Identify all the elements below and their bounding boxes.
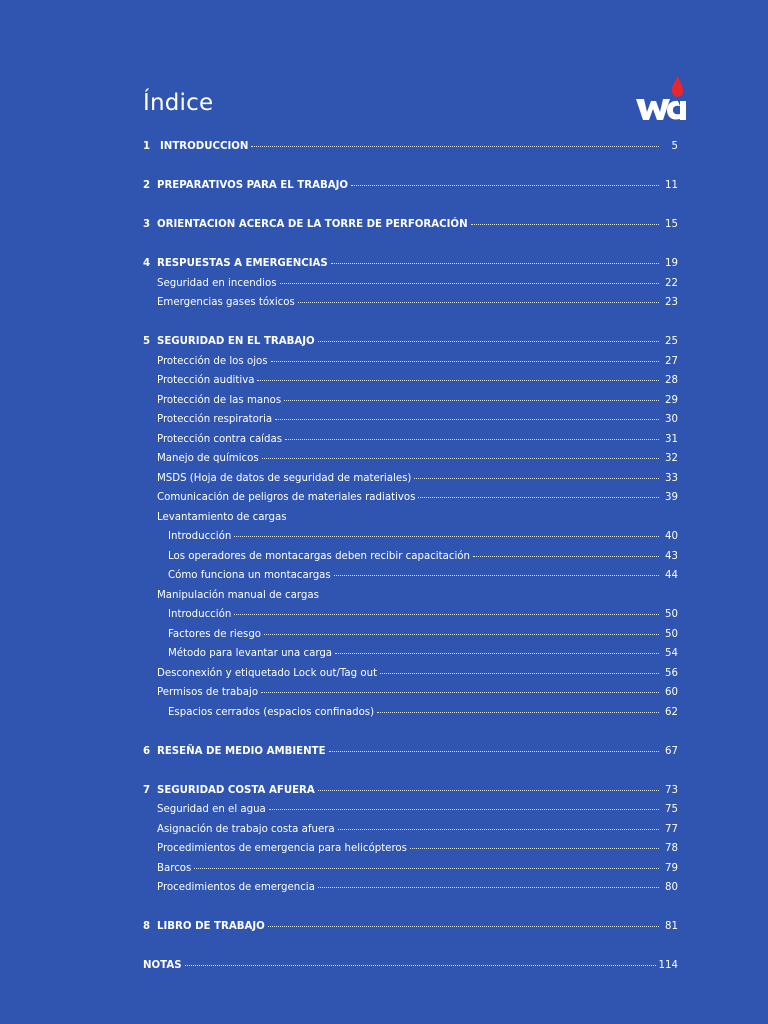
toc-page-number: 75 bbox=[665, 804, 678, 815]
toc-dot-leader bbox=[264, 634, 659, 635]
toc-page-number: 5 bbox=[671, 141, 678, 152]
toc-dot-leader bbox=[251, 146, 659, 147]
toc-dot-leader bbox=[234, 536, 659, 537]
toc-dot-leader bbox=[318, 790, 659, 791]
toc-chapter-number: 5 bbox=[143, 336, 151, 347]
toc-entry-label: Espacios cerrados (espacios confinados) bbox=[168, 706, 375, 718]
toc-page-number: 22 bbox=[665, 277, 678, 289]
toc-entry-row[interactable] bbox=[143, 687, 678, 707]
toc-page-number: 27 bbox=[665, 355, 678, 367]
flame-logo-icon bbox=[672, 76, 683, 97]
toc-dot-leader bbox=[380, 673, 659, 674]
toc-page-number: 62 bbox=[665, 706, 678, 718]
toc-dot-leader bbox=[318, 887, 659, 888]
toc-entry-label: RESEÑA DE MEDIO AMBIENTE bbox=[157, 745, 326, 757]
toc-entry-row[interactable] bbox=[143, 434, 678, 454]
toc-entry-row[interactable] bbox=[143, 590, 678, 610]
toc-entry-label: Método para levantar una carga bbox=[168, 648, 333, 659]
toc-chapter-row[interactable] bbox=[143, 785, 678, 805]
toc-entry-row[interactable] bbox=[143, 512, 678, 532]
toc-dot-leader bbox=[257, 380, 659, 381]
toc-entry-label: Protección auditiva bbox=[157, 375, 255, 386]
toc-entry-row[interactable] bbox=[143, 531, 678, 551]
toc-page-number: 29 bbox=[665, 394, 678, 406]
toc-entry-label: Protección respiratoria bbox=[157, 414, 273, 425]
toc-dot-leader bbox=[284, 400, 659, 401]
toc-dot-leader bbox=[262, 458, 659, 459]
toc-entry-label: Levantamiento de cargas bbox=[157, 511, 287, 523]
toc-entry-label: Seguridad en incendios bbox=[157, 277, 277, 289]
toc-entry-row[interactable] bbox=[143, 278, 678, 298]
toc-page-number: 43 bbox=[665, 550, 678, 562]
toc-entry-row[interactable] bbox=[143, 863, 678, 883]
toc-page-number: 50 bbox=[665, 609, 678, 620]
toc-entry-row[interactable] bbox=[143, 882, 678, 902]
toc-page-number: 11 bbox=[665, 180, 678, 191]
toc-entry-row[interactable] bbox=[143, 473, 678, 493]
toc-entry-row[interactable] bbox=[143, 492, 678, 512]
toc-dot-leader bbox=[351, 185, 659, 186]
toc-dot-leader bbox=[335, 653, 659, 654]
toc-entry-label: Factores de riesgo bbox=[168, 628, 262, 640]
toc-chapter-row[interactable] bbox=[143, 336, 678, 356]
toc-page-number: 79 bbox=[665, 862, 678, 874]
toc-chapter-number: 1 bbox=[143, 141, 151, 152]
toc-dot-leader bbox=[329, 751, 659, 752]
toc-entry-label: Protección de las manos bbox=[157, 394, 282, 406]
toc-page-number: 33 bbox=[665, 472, 678, 484]
toc-entry-label: Desconexión y etiquetado Lock out/Tag out bbox=[157, 667, 378, 679]
toc-dot-leader bbox=[334, 575, 659, 576]
page-title: Índice bbox=[143, 90, 214, 116]
toc-entry-row[interactable] bbox=[143, 453, 678, 473]
toc-chapter-row[interactable] bbox=[143, 141, 678, 161]
toc-entry-label: Manejo de químicos bbox=[157, 453, 259, 464]
toc-dot-leader bbox=[185, 965, 656, 966]
toc-page-number: 30 bbox=[665, 414, 678, 425]
toc-chapter-row[interactable] bbox=[143, 921, 678, 941]
toc-dot-leader bbox=[414, 478, 659, 479]
toc-entry-row[interactable] bbox=[143, 707, 678, 727]
toc-entry-row[interactable] bbox=[143, 551, 678, 571]
toc-entry-label: Permisos de trabajo bbox=[157, 687, 259, 698]
toc-page-number: 31 bbox=[665, 433, 678, 445]
toc-entry-label: Seguridad en el agua bbox=[157, 804, 266, 815]
toc-entry-label: INTRODUCCION bbox=[160, 141, 249, 152]
toc-entry-label: Los operadores de montacargas deben recibir capacitación bbox=[168, 550, 470, 562]
toc-page-number: 50 bbox=[665, 628, 678, 640]
toc-dot-leader bbox=[331, 263, 659, 264]
toc-chapter-number: 4 bbox=[143, 258, 151, 269]
toc-entry-label: ORIENTACION ACERCA DE LA TORRE DE PERFORACIÓN bbox=[157, 219, 468, 230]
toc-page-number: 23 bbox=[665, 297, 678, 308]
toc-entry-row[interactable] bbox=[143, 629, 678, 649]
toc-page-number: 39 bbox=[665, 492, 678, 503]
toc-entry-row[interactable] bbox=[143, 570, 678, 590]
toc-entry-label: SEGURIDAD COSTA AFUERA bbox=[157, 784, 315, 796]
toc-page-number: 19 bbox=[665, 258, 678, 269]
toc-chapter-number: 6 bbox=[143, 745, 151, 757]
toc-dot-leader bbox=[271, 361, 659, 362]
toc-entry-label: LIBRO DE TRABAJO bbox=[157, 921, 265, 932]
toc-entry-row[interactable] bbox=[143, 824, 678, 844]
toc-chapter-number: 3 bbox=[143, 219, 151, 230]
toc-page-number: 114 bbox=[658, 960, 678, 971]
toc-entry-label: Barcos bbox=[157, 862, 192, 874]
toc-entry-label: Asignación de trabajo costa afuera bbox=[157, 823, 335, 835]
toc-entry-label: Emergencias gases tóxicos bbox=[157, 297, 295, 308]
toc-page-number: 80 bbox=[665, 882, 678, 893]
toc-dot-leader bbox=[275, 419, 659, 420]
table-of-contents bbox=[143, 141, 678, 980]
toc-entry-label: Comunicación de peligros de materiales radiativos bbox=[157, 492, 416, 503]
toc-entry-label: Procedimientos de emergencia para helicópteros bbox=[157, 843, 407, 854]
toc-page-number: 28 bbox=[665, 375, 678, 386]
toc-chapter-row[interactable] bbox=[143, 180, 678, 200]
toc-page-number: 60 bbox=[665, 687, 678, 698]
toc-entry-label: Introducción bbox=[168, 531, 232, 542]
toc-dot-leader bbox=[280, 283, 659, 284]
toc-dot-leader bbox=[338, 829, 659, 830]
toc-entry-label: Protección contra caídas bbox=[157, 433, 283, 445]
toc-page-number: 15 bbox=[665, 219, 678, 230]
toc-dot-leader bbox=[268, 926, 659, 927]
toc-entry-label: RESPUESTAS A EMERGENCIAS bbox=[157, 258, 328, 269]
toc-entry-row[interactable] bbox=[143, 648, 678, 668]
toc-entry-label: MSDS (Hoja de datos de seguridad de materiales) bbox=[157, 472, 412, 484]
toc-entry-row[interactable] bbox=[143, 375, 678, 395]
toc-page-number: 56 bbox=[665, 667, 678, 679]
toc-entry-row[interactable] bbox=[143, 395, 678, 415]
toc-entry-label: Manipulación manual de cargas bbox=[157, 589, 319, 601]
toc-chapter-row[interactable] bbox=[143, 746, 678, 766]
toc-chapter-number: 7 bbox=[143, 784, 151, 796]
toc-page-number: 78 bbox=[665, 843, 678, 854]
toc-chapter-row[interactable] bbox=[143, 258, 678, 278]
toc-entry-label: NOTAS bbox=[143, 960, 182, 971]
toc-dot-leader bbox=[471, 224, 659, 225]
toc-dot-leader bbox=[377, 712, 659, 713]
toc-entry-row[interactable] bbox=[143, 297, 678, 317]
toc-entry-row[interactable] bbox=[143, 609, 678, 629]
toc-entry-label: SEGURIDAD EN EL TRABAJO bbox=[157, 336, 315, 347]
toc-page-number: 54 bbox=[665, 648, 678, 659]
toc-dot-leader bbox=[318, 341, 659, 342]
toc-entry-label: Cómo funciona un montacargas bbox=[168, 570, 331, 581]
toc-dot-leader bbox=[473, 556, 659, 557]
toc-page-number: 32 bbox=[665, 453, 678, 464]
toc-dot-leader bbox=[298, 302, 659, 303]
toc-entry-label: Procedimientos de emergencia bbox=[157, 882, 315, 893]
toc-page-number: 40 bbox=[665, 531, 678, 542]
toc-entry-row[interactable] bbox=[143, 843, 678, 863]
toc-page-number: 73 bbox=[665, 784, 678, 796]
toc-chapter-number: 2 bbox=[143, 180, 151, 191]
toc-entry-row[interactable] bbox=[143, 356, 678, 376]
toc-entry-row[interactable] bbox=[143, 668, 678, 688]
toc-page-number: 67 bbox=[665, 745, 678, 757]
toc-page-number: 77 bbox=[665, 823, 678, 835]
toc-dot-leader bbox=[410, 848, 659, 849]
toc-dot-leader bbox=[418, 497, 659, 498]
toc-entry-label: Introducción bbox=[168, 609, 232, 620]
toc-page-number: 81 bbox=[665, 921, 678, 932]
toc-chapter-number: 8 bbox=[143, 921, 151, 932]
toc-dot-leader bbox=[194, 868, 659, 869]
company-logo bbox=[634, 74, 688, 122]
toc-dot-leader bbox=[234, 614, 659, 615]
toc-dot-leader bbox=[269, 809, 659, 810]
toc-chapter-row[interactable] bbox=[143, 219, 678, 239]
toc-dot-leader bbox=[261, 692, 659, 693]
toc-entry-row[interactable] bbox=[143, 804, 678, 824]
toc-page-number: 25 bbox=[665, 336, 678, 347]
logo-text: WCI bbox=[634, 74, 636, 75]
toc-entry-label: PREPARATIVOS PARA EL TRABAJO bbox=[157, 180, 349, 191]
toc-entry-label: Protección de los ojos bbox=[157, 355, 268, 367]
toc-dot-leader bbox=[285, 439, 659, 440]
toc-page-number: 44 bbox=[665, 570, 678, 581]
toc-entry-row[interactable] bbox=[143, 414, 678, 434]
toc-notas-row[interactable] bbox=[143, 960, 678, 980]
